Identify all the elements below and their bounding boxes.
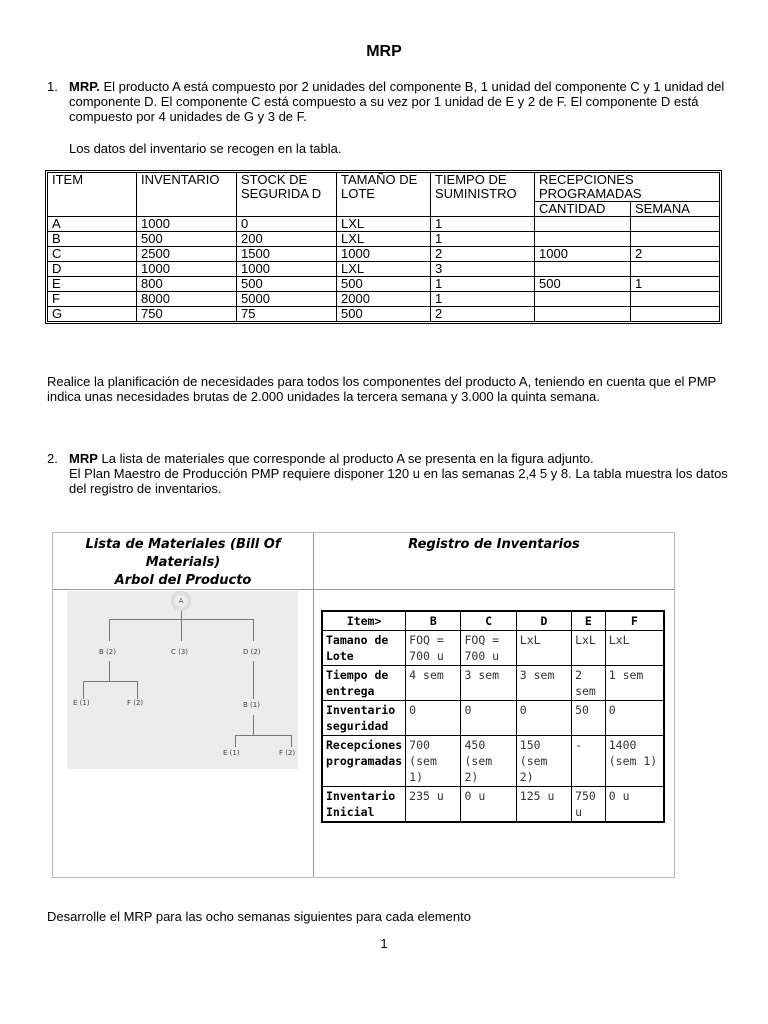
inventory-cell: A (48, 217, 137, 232)
inventory-cell: 2 (631, 247, 720, 262)
inventory-cell: 0 (237, 217, 337, 232)
registro-header-cell: C (461, 611, 516, 631)
inventory-cell: 500 (237, 277, 337, 292)
inventory-cell: 1 (431, 292, 535, 307)
inventory-header-row (48, 173, 720, 202)
tree-node-f1: F (2) (127, 699, 144, 707)
registro-cell: 3 sem (461, 666, 516, 701)
item-2-number: 2. (47, 451, 58, 466)
tree-node-e1: E (1) (73, 699, 90, 707)
inventory-cell: 500 (535, 277, 631, 292)
paragraph-1: Realice la planificación de necesidades para todos los componentes del producto A, teniendo en cuenta que el PMP indica unas necesidades brutas de 2.000 unidades la tercera semana y 3.000 la quinta semana. (47, 374, 716, 404)
registro-cell: 450 (sem 2) (461, 736, 516, 787)
inventory-cell: 8000 (137, 292, 237, 307)
inventory-cell: 2000 (337, 292, 431, 307)
registro-cell: 0 u (461, 787, 516, 823)
header-inventario: INVENTARIO (137, 173, 237, 217)
registro-cell: 125 u (516, 787, 571, 823)
tree-node-b2: B (1) (243, 701, 260, 709)
inventory-cell: F (48, 292, 137, 307)
inventory-intro: Los datos del inventario se recogen en la tabla. (69, 141, 342, 156)
product-tree (67, 591, 298, 769)
inventory-cell: LXL (337, 217, 431, 232)
registro-table (321, 610, 665, 823)
registro-header-row (322, 611, 664, 631)
inventory-table (47, 172, 720, 322)
inventory-cell (631, 217, 720, 232)
header-item: ITEM (48, 173, 137, 217)
inventory-cell (631, 262, 720, 277)
item-2-lead: MRP (69, 451, 98, 466)
registro-cell: FOQ = 700 u (461, 631, 516, 666)
registro-row (322, 736, 664, 787)
inventory-cell: 1 (431, 232, 535, 247)
registro-header-cell: F (605, 611, 664, 631)
inventory-cell: G (48, 307, 137, 322)
page-number: 1 (380, 936, 388, 951)
bom-header (53, 533, 313, 590)
tree-node-d: D (2) (243, 648, 261, 656)
inventory-cell: LXL (337, 232, 431, 247)
inventory-cell: 1 (431, 217, 535, 232)
inventory-cell: 800 (137, 277, 237, 292)
registro-cell: 0 (605, 701, 664, 736)
registro-cell: 0 (406, 701, 461, 736)
registro-header: Registro de Inventarios (314, 533, 674, 590)
registro-cell: LxL (605, 631, 664, 666)
inventory-cell: 3 (431, 262, 535, 277)
inventory-cell: E (48, 277, 137, 292)
registro-row (322, 666, 664, 701)
registro-cell: LxL (572, 631, 606, 666)
inventory-cell: 75 (237, 307, 337, 322)
inventory-cell: 1000 (337, 247, 431, 262)
inventory-cell: B (48, 232, 137, 247)
closing-instruction: Desarrolle el MRP para las ocho semanas siguientes para cada elemento (47, 909, 471, 924)
registro-row-label: Tiempo de entrega (322, 666, 406, 701)
header-cantidad: CANTIDAD (535, 202, 631, 217)
registro-row (322, 631, 664, 666)
inventory-cell: D (48, 262, 137, 277)
registro-cell: 2 sem (572, 666, 606, 701)
inventory-cell: 1000 (237, 262, 337, 277)
inventory-cell (631, 307, 720, 322)
inventory-cell: 500 (337, 277, 431, 292)
inventory-cell: 750 (137, 307, 237, 322)
inventory-cell (631, 292, 720, 307)
registro-cell: LxL (516, 631, 571, 666)
bom-header-line-3: Arbol del Producto (114, 573, 252, 588)
figure-bom (52, 532, 675, 878)
inventory-cell: 2500 (137, 247, 237, 262)
registro-cell: - (572, 736, 606, 787)
item-1-text (69, 79, 729, 124)
inventory-cell (535, 217, 631, 232)
registro-header-cell: D (516, 611, 571, 631)
inventory-row (48, 307, 720, 322)
header-semana: SEMANA (631, 202, 720, 217)
registro-cell: 750 u (572, 787, 606, 823)
bom-header-line-2: Materials) (145, 555, 221, 570)
figure-divider (313, 533, 314, 877)
item-2-body: La lista de materiales que corresponde al producto A se presenta en la figura adjunto. (97, 451, 594, 466)
registro-row-label: Recepciones programadas (322, 736, 406, 787)
registro-header-cell: B (406, 611, 461, 631)
tree-node-f2: F (2) (279, 749, 296, 757)
registro-cell: 0 u (605, 787, 664, 823)
registro-row-label: Tamano de Lote (322, 631, 406, 666)
inventory-row (48, 247, 720, 262)
inventory-cell (631, 232, 720, 247)
registro-header-cell: Item> (322, 611, 406, 631)
registro-header-cell: E (572, 611, 606, 631)
header-lote: TAMAÑO DE LOTE (337, 173, 431, 217)
tree-node-a: A (171, 591, 191, 611)
registro-row-label: Inventario seguridad (322, 701, 406, 736)
registro-cell: 700 (sem 1) (406, 736, 461, 787)
page-title: MRP (366, 43, 402, 60)
inventory-cell: 2 (431, 247, 535, 262)
bom-header-line-1: Lista de Materiales (Bill Of (85, 537, 281, 552)
inventory-cell: LXL (337, 262, 431, 277)
inventory-row (48, 217, 720, 232)
registro-row-label: Inventario Inicial (322, 787, 406, 823)
inventory-cell: 1000 (137, 262, 237, 277)
item-2-text (69, 451, 729, 466)
registro-cell: 235 u (406, 787, 461, 823)
inventory-cell: 1 (631, 277, 720, 292)
registro-row (322, 787, 664, 823)
registro-cell: FOQ = 700 u (406, 631, 461, 666)
inventory-row (48, 277, 720, 292)
registro-cell: 0 (461, 701, 516, 736)
registro-row (322, 701, 664, 736)
inventory-cell: 500 (137, 232, 237, 247)
registro-cell: 0 (516, 701, 571, 736)
inventory-cell: 2 (431, 307, 535, 322)
inventory-cell: 200 (237, 232, 337, 247)
inventory-cell: C (48, 247, 137, 262)
inventory-row (48, 232, 720, 247)
item-2-line-2: El Plan Maestro de Producción PMP requiere disponer 120 u en las semanas 2,4 5 y 8. La tabla muestra los datos del registro de inventarios. (69, 466, 728, 496)
registro-cell: 50 (572, 701, 606, 736)
tree-node-b: B (2) (99, 648, 116, 656)
header-tiempo: TIEMPO DE SUMINISTRO (431, 173, 535, 217)
inventory-row (48, 292, 720, 307)
registro-cell: 1400 (sem 1) (605, 736, 664, 787)
inventory-cell: 500 (337, 307, 431, 322)
inventory-cell (535, 307, 631, 322)
inventory-cell: 1500 (237, 247, 337, 262)
inventory-cell (535, 262, 631, 277)
registro-cell: 1 sem (605, 666, 664, 701)
inventory-cell (535, 292, 631, 307)
inventory-cell: 5000 (237, 292, 337, 307)
registro-cell: 4 sem (406, 666, 461, 701)
inventory-cell (535, 232, 631, 247)
header-stock: STOCK DE SEGURIDA D (237, 173, 337, 217)
registro-cell: 150 (sem 2) (516, 736, 571, 787)
inventory-cell: 1000 (535, 247, 631, 262)
item-1-body: El producto A está compuesto por 2 unidades del componente B, 1 unidad del componente C y 1 unidad del componente D. El componente C está compuesto a su vez por 1 unidad de E y 2 de F. El componente D está compuesto por 4 unidades de G y 3 de F. (69, 79, 725, 124)
tree-node-e2: E (1) (223, 749, 240, 757)
inventory-cell: 1000 (137, 217, 237, 232)
header-recepciones: RECEPCIONES PROGRAMADAS (535, 173, 720, 202)
inventory-row (48, 262, 720, 277)
item-1-lead: MRP. (69, 79, 100, 94)
tree-node-c: C (3) (171, 648, 189, 656)
item-1-number: 1. (47, 79, 58, 94)
inventory-cell: 1 (431, 277, 535, 292)
registro-cell: 3 sem (516, 666, 571, 701)
